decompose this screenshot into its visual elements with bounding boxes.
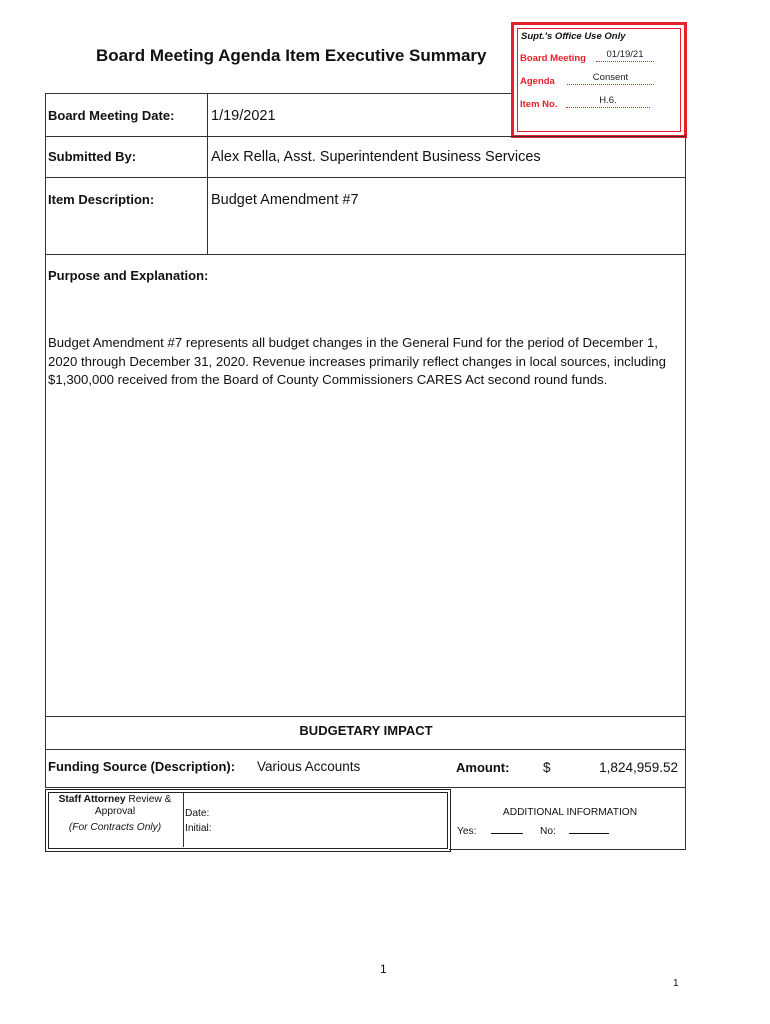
table-bottom-border (449, 849, 686, 850)
budgetary-impact-heading: BUDGETARY IMPACT (299, 723, 433, 738)
staff-attorney-title-bold: Staff Attorney (58, 794, 126, 805)
purpose-text: Budget Amendment #7 represents all budget changes in the General Fund for the period of December 1, 2020 through December 31, 2020. Revenue increases primarily reflect changes in local sources, including $1,300,000 received from the Board of County Commissioners CARES Act second round funds. (48, 335, 666, 387)
submitted-by-label: Submitted By: (48, 149, 137, 164)
table-left-border (45, 93, 46, 787)
row-divider-1 (45, 136, 686, 137)
row-divider-6 (45, 787, 686, 788)
no-blank (569, 823, 609, 834)
funding-source-value: Various Accounts (257, 759, 361, 774)
item-description-label: Item Description: (48, 192, 155, 207)
table-top-border (45, 93, 511, 94)
staff-attorney-divider (183, 793, 184, 847)
purpose-label: Purpose and Explanation: (48, 268, 209, 283)
item-description-value: Budget Amendment #7 (211, 192, 359, 208)
agenda-label: Agenda (520, 76, 555, 87)
staff-attorney-contracts-note: (For Contracts Only) (68, 822, 162, 833)
submitted-by-value: Alex Rella, Asst. Superintendent Business Services (211, 149, 541, 165)
board-meeting-label: Board Meeting (520, 53, 586, 64)
yes-blank (491, 823, 523, 834)
office-use-box (511, 22, 687, 138)
additional-info-no (540, 823, 609, 837)
row-divider-3 (45, 254, 686, 255)
row-divider-5 (45, 749, 686, 750)
item-no-label: Item No. (520, 99, 558, 110)
page-number-right: 1 (673, 978, 679, 989)
no-label: No: (540, 826, 556, 837)
item-no-value: H.6. (566, 95, 650, 108)
staff-attorney-initial-label: Initial: (185, 823, 212, 834)
staff-attorney-title (52, 794, 178, 805)
staff-attorney-date-label: Date: (185, 808, 210, 819)
board-meeting-date-label: Board Meeting Date: (48, 108, 175, 123)
page-title: Board Meeting Agenda Item Executive Summary (96, 46, 487, 65)
funding-source-label: Funding Source (Description): (48, 759, 236, 774)
staff-attorney-title-rest: Review & (125, 794, 172, 805)
row-divider-2 (45, 177, 686, 178)
agenda-value: Consent (567, 72, 654, 85)
office-use-heading: Supt.'s Office Use Only (521, 31, 626, 42)
page-number-center: 1 (380, 962, 387, 976)
table-right-border (685, 134, 686, 850)
row-divider-4 (45, 716, 686, 717)
board-meeting-value: 01/19/21 (596, 49, 654, 62)
board-meeting-date-value: 1/19/2021 (211, 108, 276, 124)
amount-label: Amount: (456, 760, 510, 775)
amount-value: 1,824,959.52 (599, 760, 678, 775)
currency-symbol: $ (543, 760, 551, 775)
additional-info-yes (457, 823, 523, 837)
staff-attorney-approval: Approval (94, 806, 136, 817)
yes-label: Yes: (457, 826, 477, 837)
additional-info-heading: ADDITIONAL INFORMATION (502, 807, 638, 818)
label-column-divider (207, 93, 208, 254)
